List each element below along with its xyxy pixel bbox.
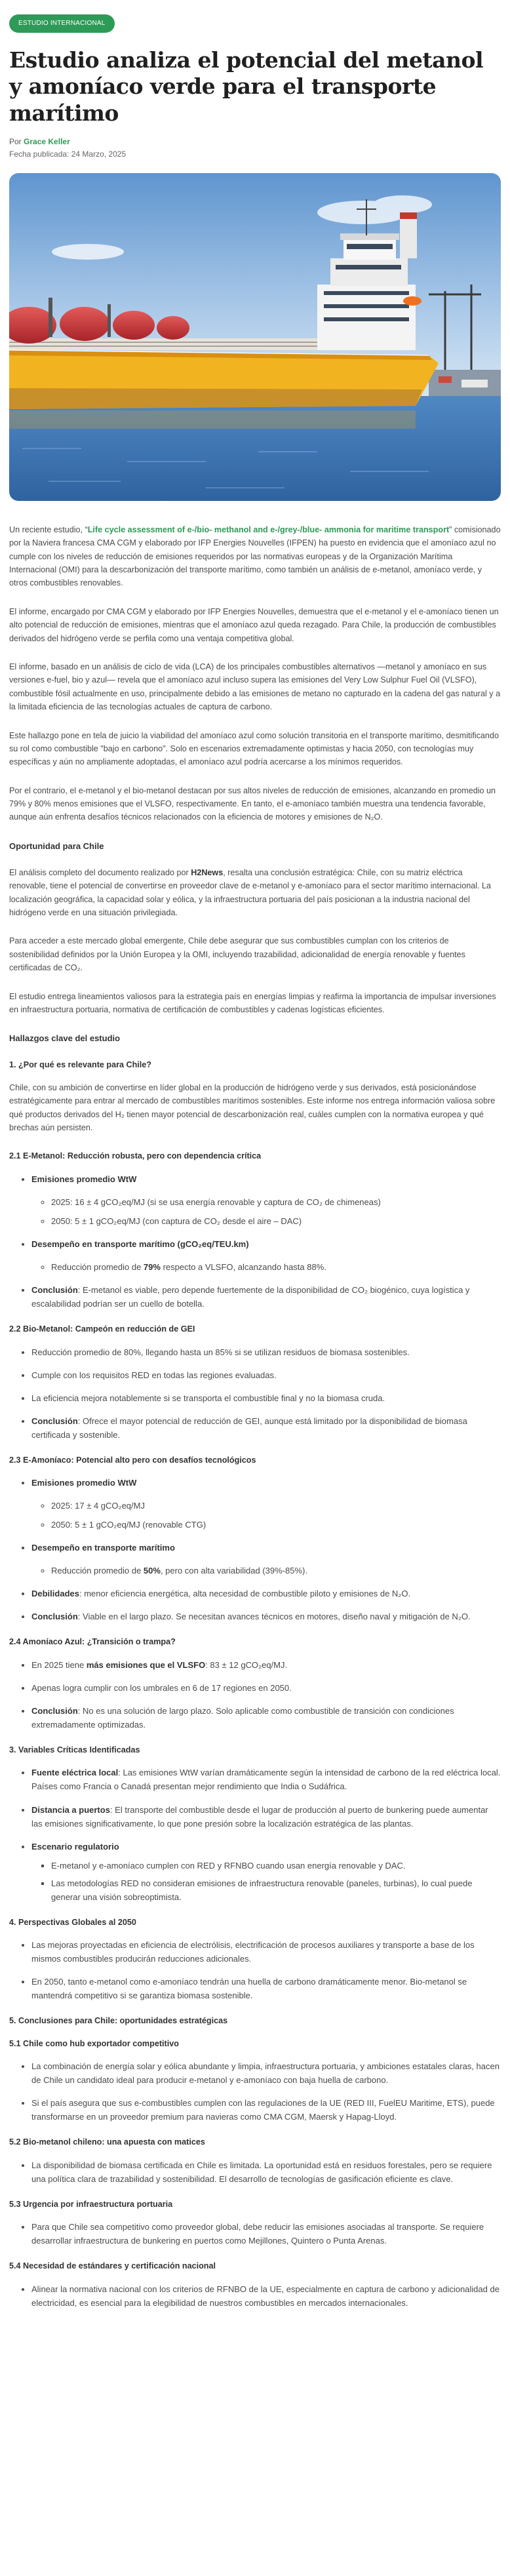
subsection-2-2-title: 2.2 Bio-Metanol: Campeón en reducción de GEI bbox=[9, 1324, 195, 1334]
list-item: • Desempeño en transporte marítimo (gCO₂eq/TEU.km) ◦ Reducción promedio de 79% respecto a VLSFO, alcanzando hasta 88%. bbox=[31, 1237, 501, 1274]
list-item: • Conclusión: E-metanol es viable, pero depende fuertemente de la disponibilidad de CO₂ biogénico, cuya logística y escalabilidad podrían ser un cuello de botella. bbox=[31, 1283, 501, 1311]
list-item: • Reducción promedio de 80%, llegando hasta un 85% si se utilizan residuos de biomasa sostenibles. bbox=[31, 1345, 501, 1359]
category-badge[interactable]: ESTUDIO INTERNACIONAL bbox=[9, 14, 115, 33]
list-item: • Escenario regulatorio ▪ E-metanol y e-amoníaco cumplen con RED y RFNBO cuando usan energía renovable y DAC. ▪ Las metodologías RED no consideran emisiones de infraestructura renovable (paneles, turbinas), lo cual puede generar una visión sobreoptimista. bbox=[31, 1840, 501, 1904]
list-item: • Alinear la normativa nacional con los criterios de RFNBO de la UE, especialmente en captura de carbono y adicionalidad de electricidad, es esencial para la elegibilidad de nuestros combustibles en mercados internacionales. bbox=[31, 2282, 501, 2310]
article bbox=[9, 14, 501, 2310]
article-title: Estudio analiza el potencial del metanol y amoníaco verde para el transporte marítimo bbox=[9, 47, 484, 126]
subsection-2-3-title: 2.3 E-Amoníaco: Potencial alto pero con desafíos tecnológicos bbox=[9, 1455, 256, 1465]
author-prefix: Por bbox=[9, 136, 22, 146]
publish-date: Fecha publicada: 24 Marzo, 2025 bbox=[9, 149, 127, 159]
author-name[interactable]: Grace Keller bbox=[24, 136, 70, 146]
subsection-2-1-title: 2.1 E-Metanol: Reducción robusta, pero con dependencia crítica bbox=[9, 1151, 262, 1161]
list-item: • Emisiones promedio WtW ◦ 2025: 16 ± 4 gCO₂eq/MJ (si se usa energía renovable y captura de CO₂ de chimeneas) ◦ 2050: 5 ± 1 gCO₂eq/MJ (con captura de CO₂ desde el aire – DAC) bbox=[31, 1172, 501, 1228]
subsection-5-4-title: 5.4 Necesidad de estándares y certificación nacional bbox=[9, 2261, 216, 2271]
list-item: ◦ 2050: 5 ± 1 gCO₂eq/MJ (con captura de CO₂ desde el aire – DAC) bbox=[51, 1214, 501, 1228]
subsection-4-title: 4. Perspectivas Globales al 2050 bbox=[9, 1917, 136, 1927]
list-perspectivas bbox=[31, 1938, 501, 2002]
list-item: • Conclusión: No es una solución de largo plazo. Solo aplicable como combustible de transición con condiciones extremadamente optimizadas. bbox=[31, 1704, 501, 1732]
list-item: ◦ Reducción promedio de 50%, pero con alta variabilidad (39%-85%). bbox=[51, 1564, 501, 1577]
list-emetanol bbox=[31, 1172, 501, 1311]
list-item: • Apenas logra cumplir con los umbrales en 6 de 17 regiones en 2050. bbox=[31, 1681, 501, 1695]
list-item: • Conclusión: Viable en el largo plazo. Se necesitan avances técnicos en motores, diseño naval y mitigación de N₂O. bbox=[31, 1610, 501, 1623]
list-item: • Cumple con los requisitos RED en todas las regiones evaluadas. bbox=[31, 1368, 501, 1382]
list-item: • Distancia a puertos: El transporte del combustible desde el lugar de producción al puerto de bunkering puede aumentar las emisiones significativamente, lo que pone presión sobre la localización estratégica de las plantas. bbox=[31, 1803, 501, 1831]
list-item: • La combinación de energía solar y eólica abundante y limpia, infraestructura portuaria, y ambiciones estatales claras, hacen de Chile un candidato ideal para producir e-metanol y e-amoníaco con baja huella de carbono. bbox=[31, 2059, 501, 2087]
list-item: ▪ E-metanol y e-amoníaco cumplen con RED y RFNBO cuando usan energía renovable y DAC. bbox=[51, 1859, 501, 1873]
study-link[interactable]: Life cycle assessment of e-/bio- methanol and e-/grey-/blue- ammonia for maritime transport bbox=[87, 525, 450, 534]
list-item: • La eficiencia mejora notablemente si se transporta el combustible final y no la biomasa cruda. bbox=[31, 1391, 501, 1405]
list-infraestructura bbox=[31, 2220, 501, 2248]
intro-paragraph-5: Por el contrario, el e-metanol y el bio-metanol destacan por sus altos niveles de reducción de emisiones, alcanzando en promedio un 79% y 80% menos emisiones que el VLSFO, respectivamente. En tanto, el e-amoníaco también muestra una tendencia favorable, aunque aún enfrenta desafíos técnicos relacionados con la eficiencia de motores y emisiones de N₂O. bbox=[9, 785, 496, 822]
intro-paragraph-2: El informe, encargado por CMA CGM y elaborado por IFP Energies Nouvelles, demuestra que el e-metanol y el e-amoníaco tienen un alto potencial de reducción de emisiones, mientras que el amoníaco azul queda rezagado. Para Chile, la producción de combustibles derivados del hidrógeno verde se perfila como una ventaja competitiva global. bbox=[9, 606, 499, 643]
subsection-2-4-title: 2.4 Amoníaco Azul: ¿Transición o trampa? bbox=[9, 1637, 176, 1647]
list-hub bbox=[31, 2059, 501, 2124]
list-biometanol-chile bbox=[31, 2158, 501, 2186]
list-item: • Para que Chile sea competitivo como proveedor global, debe reducir las emisiones asociadas al transporte. Se requiere desarrollar infraestructura de bunkering en puertos como Mejillones, Quintero o Punta Arenas. bbox=[31, 2220, 501, 2248]
chile-paragraph-1: El análisis completo del documento realizado por H2News, resalta una conclusión estratégica: Chile, con su matriz eléctrica renovable, tiene el potencial de convertirse en proveedor clave de e-metanol y e-amoníaco para el sector marítimo internacional. La localización geográfica, la capacidad solar y eólica, y la infraestructura portuaria del país posicionan a la industria nacional del hidrógeno verde en una situación privilegiada. bbox=[9, 867, 492, 918]
subsection-1-title: 1. ¿Por qué es relevante para Chile? bbox=[9, 1060, 151, 1070]
list-item: ◦ 2050: 5 ± 1 gCO₂eq/MJ (renovable CTG) bbox=[51, 1518, 501, 1532]
intro-paragraph-1: Un reciente estudio, “Life cycle assessment of e-/bio- methanol and e-/grey-/blue- ammonia for maritime transport” comisionado por la Naviera francesa CMA CGM y elaborado por IFP Energies Nouvelles (IFPEN) ha puesto en evidencia que el amoníaco azul no cumple con los niveles de reducción de emisiones requeridos por las normativas europeas y de la Organización Marítima Internacional (OMI) para la descarbonización del transporte marítimo, como también un análisis de e-metanol, amoníaco verde, y otros combustibles renovables. bbox=[9, 525, 501, 588]
list-item: ◦ 2025: 17 ± 4 gCO₂eq/MJ bbox=[51, 1499, 501, 1513]
list-eamoniaco bbox=[31, 1476, 501, 1623]
list-item: • La disponibilidad de biomasa certificada en Chile es limitada. La oportunidad está en residuos forestales, pero se requiere una política clara de trazabilidad y sostenibilidad. El desarrollo de tecnologías de gasificación eficiente es clave. bbox=[31, 2158, 501, 2186]
list-item: ◦ 2025: 16 ± 4 gCO₂eq/MJ (si se usa energía renovable y captura de CO₂ de chimeneas) bbox=[51, 1195, 501, 1209]
hero-image bbox=[9, 173, 501, 501]
list-item: • En 2025 tiene más emisiones que el VLSFO: 83 ± 12 gCO₂eq/MJ. bbox=[31, 1658, 501, 1672]
list-item: • Conclusión: Ofrece el mayor potencial de reducción de GEI, aunque está limitado por la disponibilidad de biomasa certificada y sostenible. bbox=[31, 1414, 501, 1442]
list-item: ◦ Reducción promedio de 79% respecto a VLSFO, alcanzando hasta 88%. bbox=[51, 1260, 501, 1274]
subsection-5-2-title: 5.2 Bio-metanol chileno: una apuesta con matices bbox=[9, 2137, 205, 2147]
subsection-5-3-title: 5.3 Urgencia por infraestructura portuaria bbox=[9, 2199, 173, 2209]
list-item: • Las mejoras proyectadas en eficiencia de electrólisis, electrificación de procesos auxiliares y transporte a base de los mismos combustibles producirán reducciones adicionales. bbox=[31, 1938, 501, 1966]
list-item: ▪ Las metodologías RED no consideran emisiones de infraestructura renovable (paneles, turbinas), lo cual puede generar una visión sobreoptimista. bbox=[51, 1876, 501, 1904]
list-biometanol bbox=[31, 1345, 501, 1442]
list-estandares bbox=[31, 2282, 501, 2310]
list-item: • Desempeño en transporte marítimo ◦ Reducción promedio de 50%, pero con alta variabilidad (39%-85%). bbox=[31, 1541, 501, 1577]
byline bbox=[9, 136, 501, 148]
subsection-3-title: 3. Variables Críticas Identificadas bbox=[9, 1745, 140, 1755]
list-variables bbox=[31, 1766, 501, 1903]
subsection-5-title: 5. Conclusiones para Chile: oportunidades estratégicas bbox=[9, 2016, 228, 2026]
chile-paragraph-2: Para acceder a este mercado global emergente, Chile debe asegurar que sus combustibles cumplan con los criterios de sostenibilidad definidos por la Unión Europea y la OMI, incluyendo trazabilidad, adicionalidad de energía renovable y fuentes certificadas de CO₂. bbox=[9, 936, 465, 973]
intro-paragraph-3: El informe, basado en un análisis de ciclo de vida (LCA) de los principales combustibles alternativos —metanol y amoníaco en sus versiones e-fuel, bio y azul— revela que el amoníaco azul incluso supera las emisiones del Very Low Sulphur Fuel Oil (VLSFO), combustible fósil actualmente en uso, principalmente debido a las emisiones de metano no capturado en la cadena del gas natural y a la limitada eficiencia de las tecnologías actuales de captura de carbono. bbox=[9, 662, 501, 712]
section-heading-chile: Oportunidad para Chile bbox=[9, 841, 104, 851]
list-item: • En 2050, tanto e-metanol como e-amoníaco tendrán una huella de carbono dramáticamente menor. Bio-metanol se mantendrá competitivo si se garantiza biomasa sostenible. bbox=[31, 1975, 501, 2002]
subsection-5-1-title: 5.1 Chile como hub exportador competitivo bbox=[9, 2038, 179, 2048]
section-heading-findings: Hallazgos clave del estudio bbox=[9, 1033, 121, 1044]
chile-paragraph-3: El estudio entrega lineamientos valiosos para la estrategia país en energías limpias y reafirma la importancia de impulsar inversiones en infraestructura portuaria, normativa de certificación de combustibles y cadenas logísticas eficientes. bbox=[9, 991, 496, 1015]
intro-paragraph-4: Este hallazgo pone en tela de juicio la viabilidad del amoníaco azul como solución transitoria en el transporte marítimo, desmitificando su rol como combustible "bajo en carbono". Solo en escenarios extremadamente optimistas y hacia 2050, con tecnologías muy específicas y aún no ampliamente adoptadas, el amoníaco azul podría acercarse a los mínimos requeridos. bbox=[9, 730, 499, 767]
list-item: • Fuente eléctrica local: Las emisiones WtW varían dramáticamente según la intensidad de carbono de la red eléctrica local. Países como Francia o Canadá presentan mejor rendimiento que India o Sudáfrica. bbox=[31, 1766, 501, 1793]
list-item: • Si el país asegura que sus e-combustibles cumplen con las regulaciones de la UE (RED III, FuelEU Maritime, ETS), puede transformarse en un proveedor premium para navieras como CMA CGM, Maersk y Hapag-Lloyd. bbox=[31, 2096, 501, 2124]
list-item: • Debilidades: menor eficiencia energética, alta necesidad de combustible piloto y emisiones de N₂O. bbox=[31, 1587, 501, 1600]
subsection-1-text: Chile, con su ambición de convertirse en líder global en la producción de hidrógeno verde y sus derivados, está posicionándose estratégicamente para entrar al mercado de combustibles marítimos sostenibles. Este informe nos entrega información valiosa sobre qué productos derivados del H₂ tienen mayor potencial de descarbonización real, cuáles cumplen con la normativa europea y qué brechas aún persisten. bbox=[9, 1082, 496, 1133]
list-item: • Emisiones promedio WtW ◦ 2025: 17 ± 4 gCO₂eq/MJ ◦ 2050: 5 ± 1 gCO₂eq/MJ (renovable CTG) bbox=[31, 1476, 501, 1532]
list-amoniaco-azul bbox=[31, 1658, 501, 1732]
